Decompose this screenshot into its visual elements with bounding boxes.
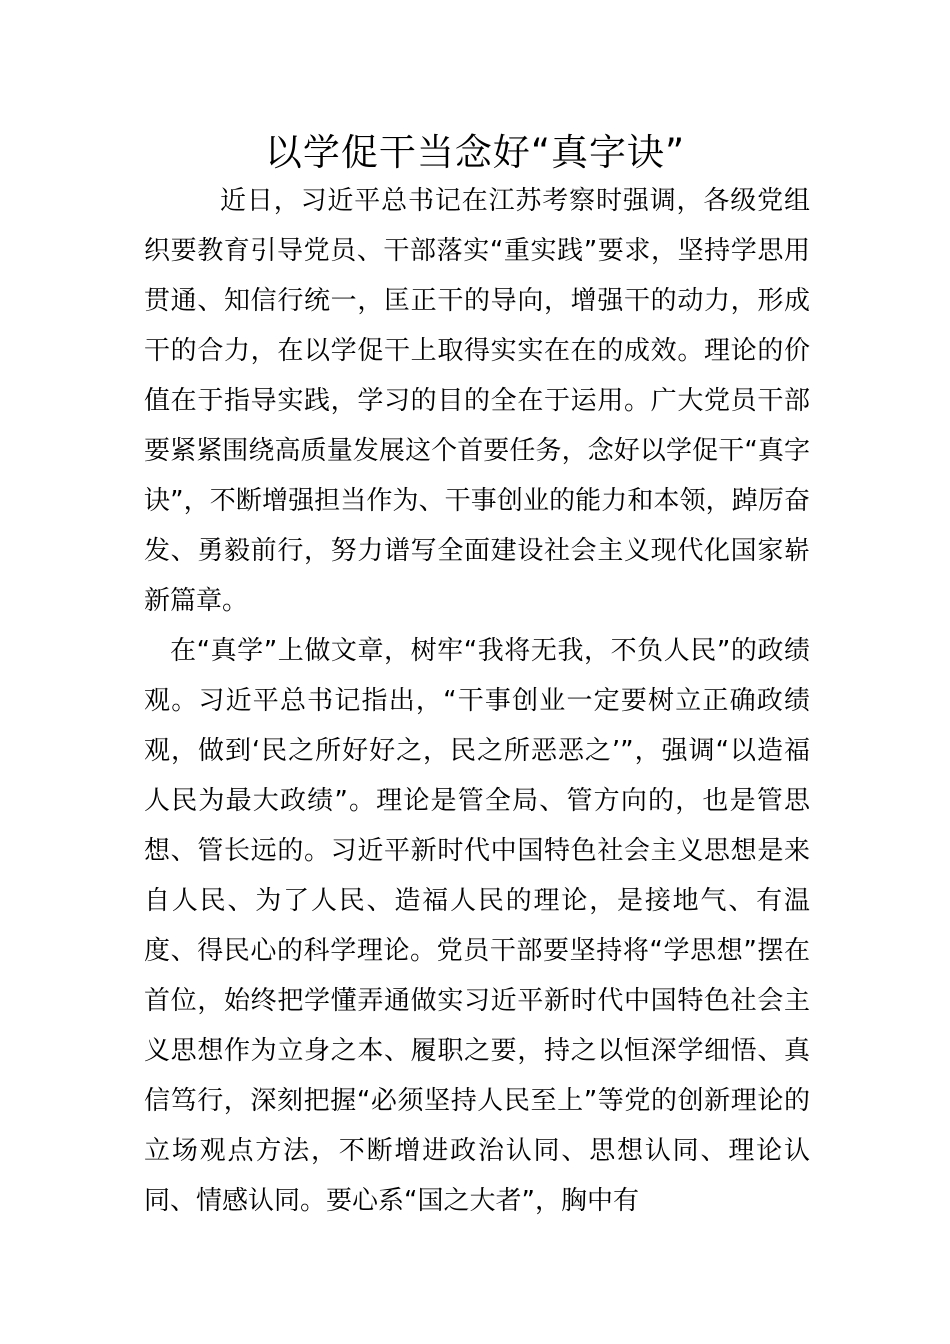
paragraph-1: 近日，习近平总书记在江苏考察时强调，各级党组织要教育引导党员、干部落实“重实践”要求，坚持学思用贯通、知信行统一，匡正干的导向，增强干的动力，形成干的合力，在以学促干上取得实实在在的成效。理论的价值在于指导实践，学习的目的全在于运用。广大党员干部要紧紧围绕高质量发展这个首要任务，念好以学促干“真字诀”，不断增强担当作为、干事创业的能力和本领，踔厉奋发、勇毅前行，努力谱写全面建设社会主义现代化国家崭新篇章。 (144, 186, 810, 616)
document-title: 以学促干当念好“真字诀” (264, 131, 686, 174)
paragraph-2: 在“真学”上做文章，树牢“我将无我，不负人民”的政绩观。习近平总书记指出，“干事创业一定要树立正确政绩观，做到‘民之所好好之，民之所恶恶之’”，强调“以造福人民为最大政绩”。理论是管全局、管方向的，也是管思想、管长远的。习近平新时代中国特色社会主义思想是来自人民、为了人民、造福人民的理论，是接地气、有温度、得民心的科学理论。党员干部要坚持将“学思想”摆在首位，始终把学懂弄通做实习近平新时代中国特色社会主义思想作为立身之本、履职之要，持之以恒深学细悟、真信笃行，深刻把握“必须坚持人民至上”等党的创新理论的立场观点方法，不断增进政治认同、思想认同、理论认同、情感认同。要心系“国之大者”，胸中有 (144, 636, 810, 1216)
document-body (144, 176, 810, 1226)
